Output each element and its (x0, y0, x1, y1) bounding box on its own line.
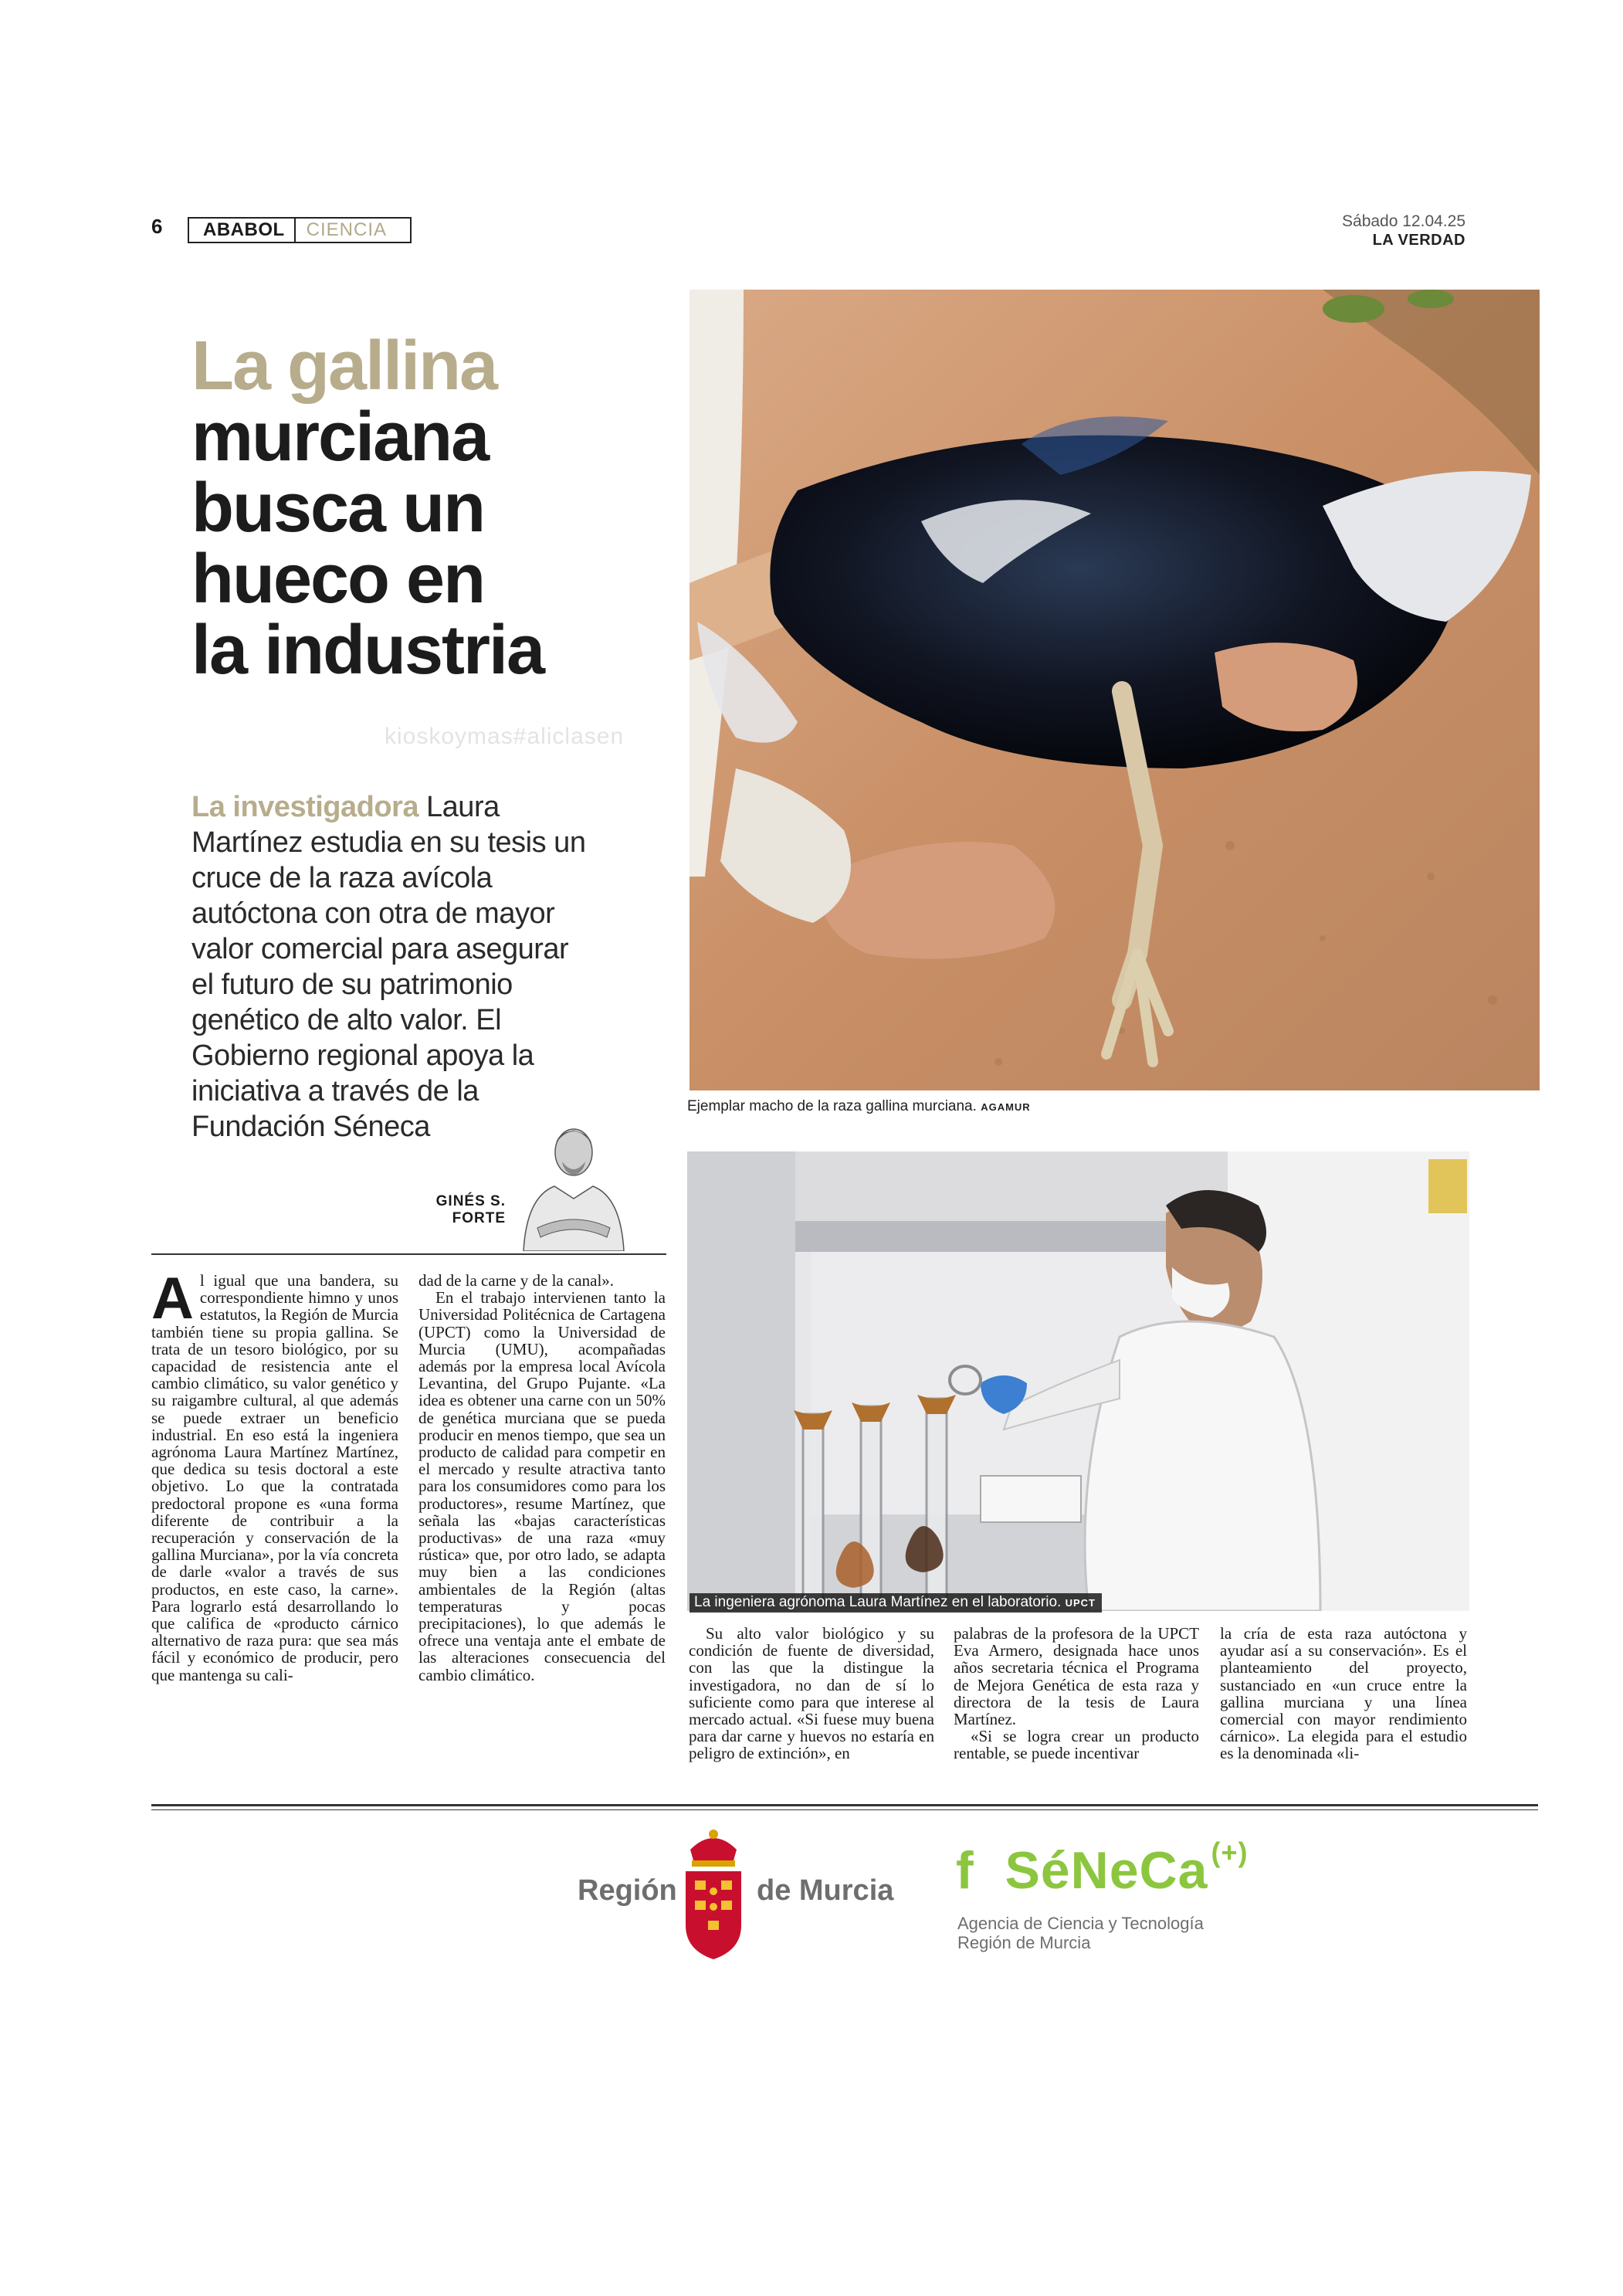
seneca-subtitle-line: Agencia de Ciencia y Tecnología (957, 1914, 1204, 1933)
body-column (1220, 1625, 1467, 1762)
photo-credit: AGAMUR (981, 1101, 1031, 1113)
lead-paragraph (191, 789, 593, 1145)
body-paragraph: dad de la carne y de la canal». (418, 1271, 615, 1290)
drop-cap: A (151, 1266, 194, 1331)
issue-date: Sábado 12.04.25 (1342, 212, 1465, 230)
photo-credit: UPCT (1065, 1597, 1096, 1609)
body-paragraph: En el trabajo intervienen tanto la Universidad Politécnica de Cartagena (UPCT) como la Universidad de Murcia (UMU), acompañadas además por la empresa local Avícola Levantina, del Grupo Pujante. «La idea es obtener una carne con un 50% de genética murciana que se pueda producir en menos tiempo, que sea un producto de calidad para competir en el mercado y resulte atractiva tanto para los consumidores como para los productores», resume Martínez, que señala las «bajas características productivas» de una raza «muy rústica» que, por otro lado, se adapta muy bien a las condiciones ambientales de la Región (altas temperaturas y pocas precipitaciones), lo que además le ofrece una ventaja ante el embate de las alteraciones consecuencia del cambio climático. (418, 1288, 666, 1684)
footer-rule (151, 1804, 1538, 1806)
seneca-wordmark (956, 1836, 1248, 1901)
section-label (188, 217, 412, 243)
coat-of-arms-icon (679, 1826, 747, 1962)
body-paragraph: la cría de esta raza autóctona y ayudar así a su conservación». Es el planteamiento del proyecto, sustanciado en «un cruce entre la gallina murciana y una línea comercial con mayor rendimiento cárnico». La elegida para el estudio es la denominada «li- (1220, 1624, 1467, 1763)
body-paragraph: palabras de la profesora de la UPCT Eva Armero, designada hace unos años secretaria técnica el Programa de Mejora Genética de esta raza y directora de la tesis de Laura Martínez. (954, 1624, 1199, 1729)
photo-caption (687, 1098, 1031, 1115)
body-column (954, 1625, 1199, 1762)
headline-line: hueco en (191, 541, 485, 618)
caption-text: La ingeniera agrónoma Laura Martínez en el laboratorio. (694, 1594, 1062, 1610)
page-number: 6 (151, 215, 163, 238)
footer-rule (151, 1809, 1538, 1810)
author-name-line: GINÉS S. (435, 1193, 506, 1209)
seneca-name: SéNeCa (1005, 1841, 1208, 1900)
author-photo (516, 1112, 632, 1251)
seneca-subtitle-line: Región de Murcia (957, 1933, 1091, 1952)
seneca-subtitle (957, 1914, 1204, 1952)
headline-line: La gallina (191, 327, 497, 405)
headline-line: la industria (191, 612, 544, 689)
body-paragraph: «Si se logra crear un producto rentable, se puede incentivar (954, 1727, 1199, 1763)
logo-text: Región (578, 1874, 677, 1907)
body-paragraph (151, 1266, 398, 1684)
headline-line: murciana (191, 398, 489, 476)
date-block (1342, 212, 1465, 249)
newspaper-name: LA VERDAD (1372, 232, 1465, 249)
region-de-murcia-logo (578, 1826, 902, 1962)
logo-text: de Murcia (757, 1874, 894, 1907)
caption-text: Ejemplar macho de la raza gallina murciana. (687, 1098, 977, 1114)
watermark: kioskoymas#aliclasen (385, 724, 625, 749)
byline (421, 1193, 506, 1227)
seneca-f: f (956, 1841, 974, 1900)
photo-caption (690, 1593, 1102, 1613)
lead-text: Laura Martínez estudia en su tesis un cruce de la raza avícola autóctona con otra de mayor valor comercial para asegurar el futuro de su patrimonio genético de alto valor. El Gobierno regional apoya la iniciativa a través de la Fundación Séneca (191, 791, 586, 1143)
author-name-line: FORTE (452, 1210, 506, 1226)
lab-photo (687, 1151, 1469, 1611)
headline-line: busca un (191, 470, 485, 547)
body-column (418, 1272, 666, 1684)
lead-kicker: La investigadora (191, 791, 418, 823)
subsection-name: CIENCIA (306, 219, 388, 240)
body-column (689, 1625, 934, 1762)
body-paragraph: Su alto valor biológico y su condición de fuente de diversidad, con las que la distingue la investigadora, no dan de sí lo suficiente como para que interese al mercado actual. «Si fuese muy buena para dar carne y huevos no estaría en peligro de extinción», en (689, 1624, 934, 1763)
paragraph-text: l igual que una bandera, su correspondiente himno y unos estatutos, la Región de Murcia también tiene su propia gallina. Se trata de un tesoro biológico, por su capacidad de resistencia ante el cambio climático, su valor genético y su raigambre cultural, al que además se puede extraer un beneficio industrial. En eso está la ingeniera agrónoma Laura Martínez Martínez, que dedica su tesis doctoral a este objetivo. Lo que la contratada predoctoral propone es «una forma diferente de contribuir a la recuperación y conservación de la gallina Murciana», por la vía concreta de darle «valor a través de sus productos, en este caso, la carne». Para lograrlo está desarrollando lo que califica de «producto cárnico alternativo de raza pura: que sea más fácil y económico de producir, pero que mantenga su cali- (151, 1271, 398, 1684)
section-name: ABABOL (189, 219, 296, 242)
seneca-plus: (+) (1211, 1836, 1249, 1868)
rooster-photo (690, 290, 1540, 1090)
byline-divider (151, 1253, 666, 1255)
headline (191, 327, 655, 689)
fundacion-seneca-logo (956, 1836, 1342, 1960)
body-column (151, 1266, 398, 1684)
